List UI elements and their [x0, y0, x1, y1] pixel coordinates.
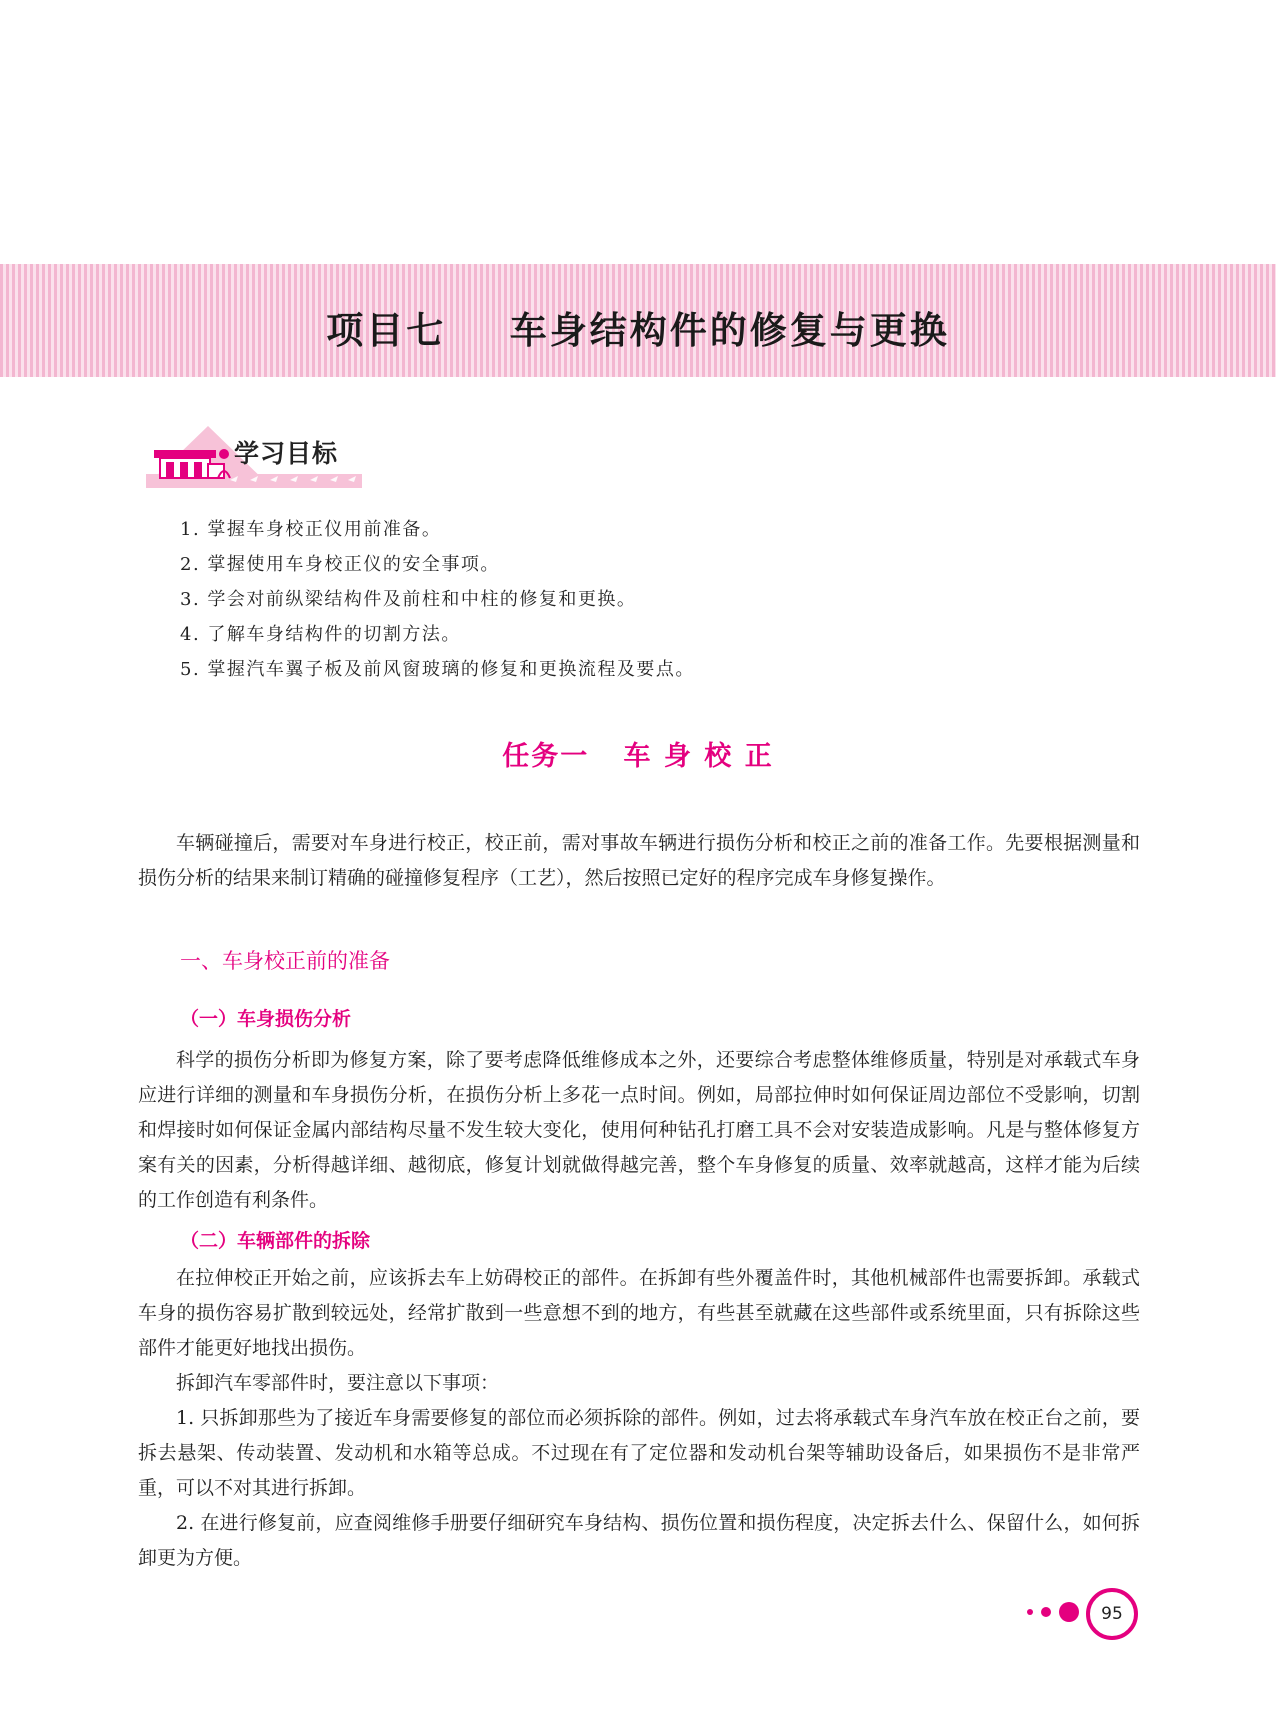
objectives-list: [180, 512, 695, 687]
subsection-heading-part-removal: （二）车辆部件的拆除: [180, 1230, 371, 1252]
objective-item: 5. 掌握汽车翼子板及前风窗玻璃的修复和更换流程及要点。: [180, 659, 695, 680]
chapter-title: 项目七 车身结构件的修复与更换: [326, 309, 950, 352]
removal-note-item: 2. 在进行修复前，应查阅维修手册要仔细研究车身结构、损伤位置和损伤程度，决定拆去什么、保留什么，如何拆卸更为方便。: [138, 1512, 1140, 1569]
intro-paragraph: 车辆碰撞后，需要对车身进行校正，校正前，需对事故车辆进行损伤分析和校正之前的准备工作。先要根据测量和损伤分析的结果来制订精确的碰撞修复程序（工艺），然后按照已定好的程序完成车身修复操作。: [138, 832, 1140, 889]
subsection-heading-damage-analysis: （一）车身损伤分析: [180, 1008, 352, 1030]
removal-notes-intro: 拆卸汽车零部件时，要注意以下事项：: [176, 1372, 500, 1394]
objectives-heading: 学习目标: [234, 439, 339, 468]
objective-item: 4. 了解车身结构件的切割方法。: [180, 624, 461, 645]
damage-analysis-paragraph: 科学的损伤分析即为修复方案，除了要考虑降低维修成本之外，还要综合考虑整体维修质量，特别是对承载式车身应进行详细的测量和车身损伤分析，在损伤分析上多花一点时间。例如，局部拉伸时如何保证周边部位不受影响，切割和焊接时如何保证金属内部结构尽量不发生较大变化，使用何种钻孔打磨工具不会对安装造成影响。凡是与整体修复方案有关的因素，分析得越详细、越彻底，修复计划就做得越完善，整个车身修复的质量、效率就越高，这样才能为后续的工作创造有利条件。: [138, 1049, 1140, 1211]
part-removal-paragraph: 在拉伸校正开始之前，应该拆去车上妨碍校正的部件。在拆卸有些外覆盖件时，其他机械部件也需要拆卸。承载式车身的损伤容易扩散到较远处，经常扩散到一些意想不到的地方，有些甚至就藏在这些部件或系统里面，只有拆除这些部件才能更好地找出损伤。: [138, 1267, 1140, 1359]
task-title: 任务一 车 身 校 正: [502, 741, 774, 772]
objective-item: 1. 掌握车身校正仪用前准备。: [180, 519, 442, 540]
section-heading: 一、车身校正前的准备: [180, 949, 390, 973]
page-number: 95: [1086, 1588, 1138, 1640]
removal-note-item: 1. 只拆卸那些为了接近车身需要修复的部位而必须拆除的部件。例如，过去将承载式车身汽车放在校正台之前，要拆去悬架、传动装置、发动机和水箱等总成。不过现在有了定位器和发动机台架等辅助设备后，如果损伤不是非常严重，可以不对其进行拆卸。: [138, 1407, 1140, 1499]
objective-item: 3. 学会对前纵梁结构件及前柱和中柱的修复和更换。: [180, 589, 637, 610]
objective-item: 2. 掌握使用车身校正仪的安全事项。: [180, 554, 500, 575]
